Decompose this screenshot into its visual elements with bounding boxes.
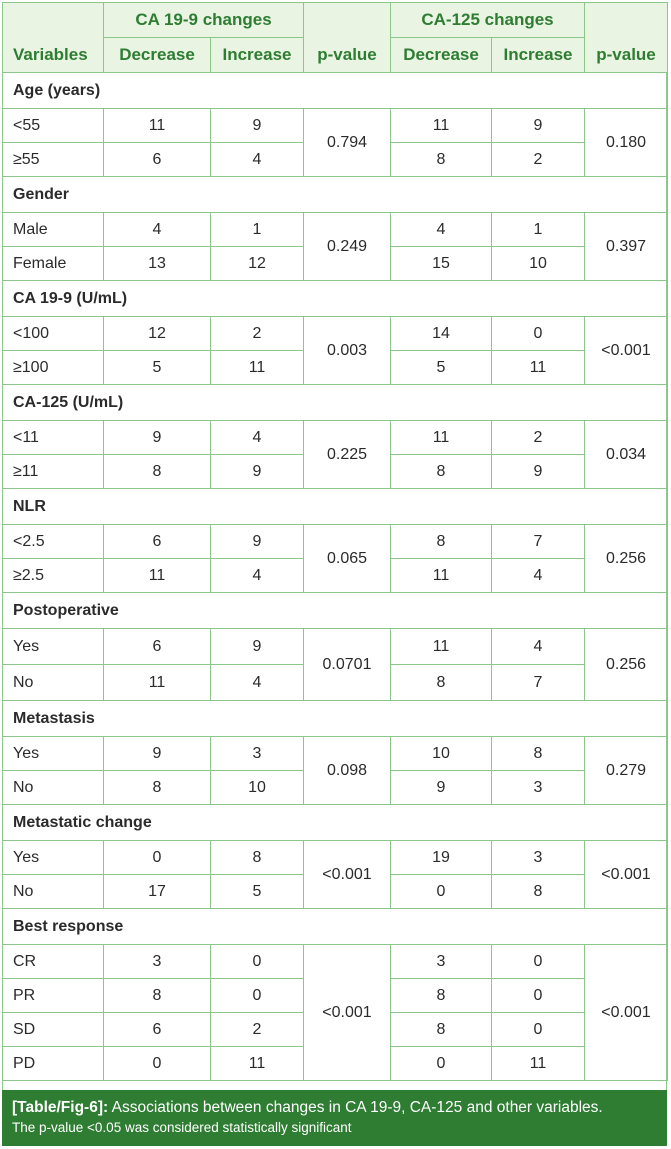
ca199-increase-cell: 10 xyxy=(211,771,304,805)
ca125-increase-cell: 2 xyxy=(492,421,585,455)
row-label: SD xyxy=(3,1013,104,1047)
ca199-decrease-cell: 6 xyxy=(104,1013,211,1047)
ca199-decrease-cell: 9 xyxy=(104,737,211,771)
ca125-increase-cell: 11 xyxy=(492,1047,585,1081)
row-label: PD xyxy=(3,1047,104,1081)
ca125-decrease-cell: 5 xyxy=(391,351,492,385)
ca125-decrease-cell: 4 xyxy=(391,213,492,247)
ca125-increase-cell: 0 xyxy=(492,945,585,979)
ca125-increase-cell: 4 xyxy=(492,629,585,665)
ca199-increase-cell: 12 xyxy=(211,247,304,281)
ca125-pvalue-cell: 0.397 xyxy=(585,213,668,281)
row-label: No xyxy=(3,875,104,909)
section-title: Metastatic change xyxy=(3,805,668,841)
table-body xyxy=(3,73,668,1081)
table-row xyxy=(3,945,668,979)
ca199-decrease-cell: 8 xyxy=(104,455,211,489)
section-row xyxy=(3,489,668,525)
ca199-decrease-cell: 4 xyxy=(104,213,211,247)
ca125-increase-cell: 9 xyxy=(492,455,585,489)
ca125-pvalue-cell: 0.034 xyxy=(585,421,668,489)
caption-note: The p-value <0.05 was considered statistically significant xyxy=(12,1120,352,1135)
ca199-increase-cell: 4 xyxy=(211,143,304,177)
ca199-pvalue-cell: 0.098 xyxy=(304,737,391,805)
ca199-increase-cell: 9 xyxy=(211,455,304,489)
ca199-decrease-cell: 8 xyxy=(104,979,211,1013)
ca125-decrease-cell: 8 xyxy=(391,1013,492,1047)
row-label: ≥55 xyxy=(3,143,104,177)
ca199-decrease-cell: 3 xyxy=(104,945,211,979)
table-caption xyxy=(2,1090,667,1146)
ca199-decrease-cell: 11 xyxy=(104,665,211,701)
ca125-increase-cell: 3 xyxy=(492,841,585,875)
ca199-decrease-cell: 0 xyxy=(104,1047,211,1081)
increase-header-ca199: Increase xyxy=(211,38,304,73)
ca125-decrease-cell: 8 xyxy=(391,455,492,489)
table-row xyxy=(3,213,668,247)
ca125-decrease-cell: 8 xyxy=(391,665,492,701)
caption-text: Associations between changes in CA 19-9, CA-125 and other variables. xyxy=(111,1099,603,1116)
ca125-increase-cell: 7 xyxy=(492,665,585,701)
ca199-decrease-cell: 17 xyxy=(104,875,211,909)
section-title: Postoperative xyxy=(3,593,668,629)
ca199-increase-cell: 4 xyxy=(211,559,304,593)
ca125-decrease-cell: 11 xyxy=(391,629,492,665)
ca199-decrease-cell: 11 xyxy=(104,559,211,593)
ca199-decrease-cell: 6 xyxy=(104,629,211,665)
ca125-increase-cell: 10 xyxy=(492,247,585,281)
section-row xyxy=(3,73,668,109)
ca199-increase-cell: 3 xyxy=(211,737,304,771)
ca199-decrease-cell: 6 xyxy=(104,143,211,177)
section-row xyxy=(3,701,668,737)
ca125-decrease-cell: 8 xyxy=(391,525,492,559)
ca199-increase-cell: 9 xyxy=(211,629,304,665)
row-label: <11 xyxy=(3,421,104,455)
ca199-pvalue-cell: 0.003 xyxy=(304,317,391,385)
section-title: Best response xyxy=(3,909,668,945)
ca125-decrease-cell: 8 xyxy=(391,143,492,177)
row-label: Yes xyxy=(3,737,104,771)
ca199-pvalue-cell: 0.0701 xyxy=(304,629,391,701)
ca199-decrease-cell: 0 xyxy=(104,841,211,875)
section-row xyxy=(3,805,668,841)
ca125-decrease-cell: 8 xyxy=(391,979,492,1013)
ca125-group-header: CA-125 changes xyxy=(391,3,585,38)
row-label: ≥100 xyxy=(3,351,104,385)
row-label: Male xyxy=(3,213,104,247)
section-title: Metastasis xyxy=(3,701,668,737)
ca125-increase-cell: 4 xyxy=(492,559,585,593)
ca125-increase-cell: 0 xyxy=(492,317,585,351)
ca125-increase-cell: 11 xyxy=(492,351,585,385)
section-row xyxy=(3,281,668,317)
ca199-pvalue-cell: <0.001 xyxy=(304,841,391,909)
variables-header: Variables xyxy=(3,3,104,73)
decrease-header-ca199: Decrease xyxy=(104,38,211,73)
ca125-pvalue-cell: <0.001 xyxy=(585,945,668,1081)
row-label: No xyxy=(3,771,104,805)
table-row xyxy=(3,629,668,665)
ca199-increase-cell: 4 xyxy=(211,421,304,455)
ca199-pvalue-cell: 0.794 xyxy=(304,109,391,177)
table-row xyxy=(3,737,668,771)
ca125-increase-cell: 0 xyxy=(492,979,585,1013)
ca125-increase-cell: 8 xyxy=(492,737,585,771)
ca125-pvalue-cell: <0.001 xyxy=(585,317,668,385)
ca199-pvalue-cell: 0.249 xyxy=(304,213,391,281)
ca199-increase-cell: 1 xyxy=(211,213,304,247)
ca199-decrease-cell: 9 xyxy=(104,421,211,455)
ca125-decrease-cell: 11 xyxy=(391,559,492,593)
ca199-increase-cell: 9 xyxy=(211,109,304,143)
ca125-pvalue-cell: 0.256 xyxy=(585,525,668,593)
ca125-pvalue-cell: 0.279 xyxy=(585,737,668,805)
ca125-decrease-cell: 9 xyxy=(391,771,492,805)
section-title: CA 19-9 (U/mL) xyxy=(3,281,668,317)
ca199-increase-cell: 2 xyxy=(211,317,304,351)
ca199-increase-cell: 2 xyxy=(211,1013,304,1047)
ca125-pvalue-cell: 0.180 xyxy=(585,109,668,177)
ca199-increase-cell: 9 xyxy=(211,525,304,559)
ca125-decrease-cell: 11 xyxy=(391,109,492,143)
row-label: CR xyxy=(3,945,104,979)
pvalue-header-ca125: p-value xyxy=(585,3,668,73)
ca199-group-header: CA 19-9 changes xyxy=(104,3,304,38)
ca125-increase-cell: 8 xyxy=(492,875,585,909)
section-row xyxy=(3,385,668,421)
row-label: Yes xyxy=(3,841,104,875)
ca125-pvalue-cell: 0.256 xyxy=(585,629,668,701)
ca199-pvalue-cell: 0.225 xyxy=(304,421,391,489)
ca199-decrease-cell: 6 xyxy=(104,525,211,559)
ca199-increase-cell: 8 xyxy=(211,841,304,875)
table-row xyxy=(3,317,668,351)
ca199-decrease-cell: 5 xyxy=(104,351,211,385)
section-row xyxy=(3,593,668,629)
ca199-pvalue-cell: 0.065 xyxy=(304,525,391,593)
row-label: <100 xyxy=(3,317,104,351)
ca125-decrease-cell: 19 xyxy=(391,841,492,875)
row-label: <55 xyxy=(3,109,104,143)
increase-header-ca125: Increase xyxy=(492,38,585,73)
row-label: No xyxy=(3,665,104,701)
table-row xyxy=(3,109,668,143)
ca199-increase-cell: 0 xyxy=(211,979,304,1013)
ca199-increase-cell: 11 xyxy=(211,351,304,385)
ca199-decrease-cell: 11 xyxy=(104,109,211,143)
row-label: Female xyxy=(3,247,104,281)
row-label: ≥2.5 xyxy=(3,559,104,593)
ca199-increase-cell: 4 xyxy=(211,665,304,701)
section-row xyxy=(3,177,668,213)
section-title: CA-125 (U/mL) xyxy=(3,385,668,421)
ca199-increase-cell: 0 xyxy=(211,945,304,979)
ca199-decrease-cell: 12 xyxy=(104,317,211,351)
ca125-increase-cell: 0 xyxy=(492,1013,585,1047)
ca199-pvalue-cell: <0.001 xyxy=(304,945,391,1081)
caption-label: [Table/Fig-6]: xyxy=(12,1099,109,1116)
ca125-decrease-cell: 15 xyxy=(391,247,492,281)
section-row xyxy=(3,909,668,945)
ca125-increase-cell: 3 xyxy=(492,771,585,805)
ca199-decrease-cell: 8 xyxy=(104,771,211,805)
ca125-increase-cell: 7 xyxy=(492,525,585,559)
row-label: <2.5 xyxy=(3,525,104,559)
ca199-increase-cell: 11 xyxy=(211,1047,304,1081)
ca125-decrease-cell: 0 xyxy=(391,1047,492,1081)
ca125-decrease-cell: 10 xyxy=(391,737,492,771)
table-row xyxy=(3,421,668,455)
table-row xyxy=(3,841,668,875)
section-title: NLR xyxy=(3,489,668,525)
ca125-increase-cell: 9 xyxy=(492,109,585,143)
row-label: ≥11 xyxy=(3,455,104,489)
section-title: Age (years) xyxy=(3,73,668,109)
ca125-decrease-cell: 11 xyxy=(391,421,492,455)
ca125-pvalue-cell: <0.001 xyxy=(585,841,668,909)
row-label: PR xyxy=(3,979,104,1013)
ca125-decrease-cell: 14 xyxy=(391,317,492,351)
decrease-header-ca125: Decrease xyxy=(391,38,492,73)
ca125-increase-cell: 1 xyxy=(492,213,585,247)
data-table xyxy=(2,2,668,1081)
ca199-increase-cell: 5 xyxy=(211,875,304,909)
pvalue-header-ca199: p-value xyxy=(304,3,391,73)
ca199-decrease-cell: 13 xyxy=(104,247,211,281)
table-row xyxy=(3,525,668,559)
table-header xyxy=(3,3,668,73)
ca125-decrease-cell: 0 xyxy=(391,875,492,909)
ca125-decrease-cell: 3 xyxy=(391,945,492,979)
section-title: Gender xyxy=(3,177,668,213)
ca125-increase-cell: 2 xyxy=(492,143,585,177)
row-label: Yes xyxy=(3,629,104,665)
